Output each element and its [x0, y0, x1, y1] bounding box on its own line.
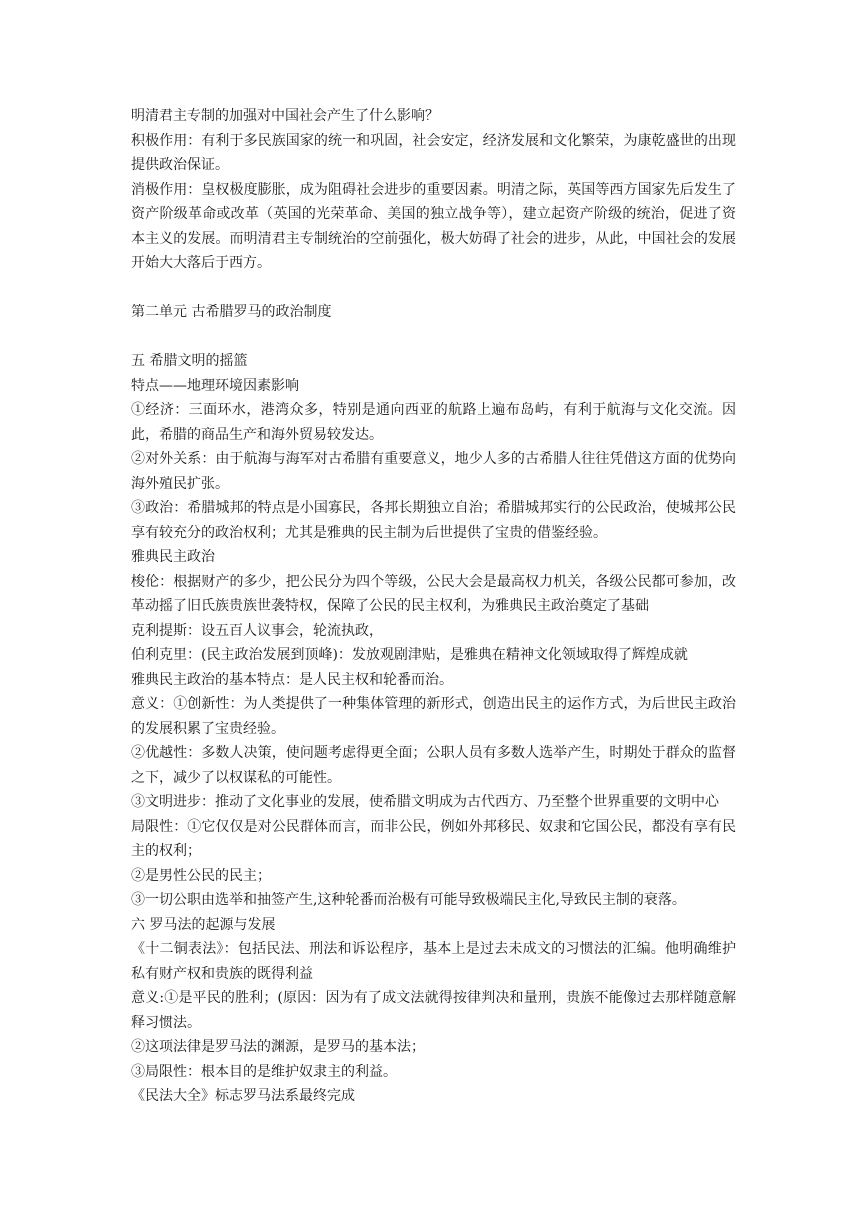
section-heading-greece: 五 希腊文明的摇篮 [131, 353, 248, 369]
superiority-paragraph: ②优越性：多数人决策，使问题考虑得更全面；公职人员有多数人选举产生，时期处于群众的监督之下，减少了以权谋私的可能性。 [131, 745, 736, 786]
foreign-relations-paragraph: ②对外关系：由于航海与海军对古希腊有重要意义，地少人多的古希腊人往往凭借这方面的优势向海外殖民扩张。 [131, 451, 736, 492]
plebeian-victory-paragraph: 意义:①是平民的胜利；(原因：因为有了成文法就得按律判决和量刑，贵族不能像过去那样随意解释习惯法。 [131, 990, 736, 1031]
athens-democracy-heading: 雅典民主政治 [131, 549, 215, 565]
roman-law-source-line: ②这项法律是罗马法的渊源，是罗马的基本法； [131, 1039, 425, 1055]
negative-effect-paragraph: 消极作用：皇权极度膨胀，成为阻碍社会进步的重要因素。明清之际，英国等西方国家先后发生了资产阶级革命或改革（英国的光荣革命、美国的独立战争等），建立起资产阶级的统治，促进了资本主义的发展。而明清君主专制统治的空前强化，极大妨碍了社会的进步，从此，中国社会的发展开始大大落后于西方。 [131, 181, 736, 271]
economy-paragraph: ①经济：三面环水，港湾众多，特别是通向西亚的航路上遍布岛屿，有利于航海与文化交流。因此，希腊的商品生产和海外贸易较发达。 [131, 402, 736, 443]
cleisthenes-line: 克利提斯：设五百人议事会，轮流执政， [131, 622, 383, 639]
pericles-line: 伯利克里：(民主政治发展到顶峰)：发放观剧津贴，是雅典在精神文化领域取得了辉煌成就 [131, 647, 688, 663]
election-line: ③一切公职由选举和抽签产生,这种轮番而治极有可能导致极端民主化,导致民主制的衰落。 [131, 892, 686, 908]
twelve-tables-paragraph: 《十二铜表法》：包括民法、刑法和诉讼程序，基本上是过去未成文的习惯法的汇编。他明确维护私有财产权和贵族的既得利益 [131, 941, 736, 982]
limitation-paragraph: 局限性：①它仅仅是对公民群体而言，而非公民，例如外邦移民、奴隶和它国公民，都没有享有民主的权利； [131, 818, 736, 859]
corpus-juris-line: 《民法大全》标志罗马法系最终完成 [131, 1088, 355, 1104]
section-heading-rome: 六 罗马法的起源与发展 [131, 916, 276, 933]
male-citizens-line: ②是男性公民的民主； [131, 867, 271, 884]
basic-features-line: 雅典民主政治的基本特点：是人民主权和轮番而治。 [131, 671, 453, 688]
question-line: 明清君主专制的加强对中国社会产生了什么影响？ [131, 108, 439, 124]
feature-heading: 特点——地理环境因素影响 [131, 377, 299, 394]
document-body [131, 104, 736, 1109]
unit-heading: 第二单元 古希腊罗马的政治制度 [131, 304, 332, 320]
blank-line [131, 325, 736, 350]
politics-paragraph: ③政治：希腊城邦的特点是小国寡民，各邦长期独立自治；希腊城邦实行的公民政治，使城邦公民享有较充分的政治权利；尤其是雅典的民主制为后世提供了宝贵的借鉴经验。 [131, 500, 736, 541]
roman-law-limitation-line: ③局限性：根本目的是维护奴隶主的利益。 [131, 1063, 397, 1080]
civilization-paragraph: ③文明进步：推动了文化事业的发展，使希腊文明成为古代西方、乃至整个世界重要的文明中心 [131, 794, 719, 810]
positive-effect-paragraph: 积极作用：有利于多民族国家的统一和巩固，社会安定，经济发展和文化繁荣，为康乾盛世的出现提供政治保证。 [131, 132, 736, 173]
solon-paragraph: 梭伦：根据财产的多少，把公民分为四个等级，公民大会是最高权力机关，各级公民都可参加，改革动摇了旧氏族贵族世袭特权，保障了公民的民主权利，为雅典民主政治奠定了基础 [131, 573, 736, 614]
blank-line [131, 276, 736, 301]
significance-paragraph: 意义：①创新性：为人类提供了一种集体管理的新形式，创造出民主的运作方式，为后世民主政治的发展积累了宝贵经验。 [131, 696, 736, 737]
